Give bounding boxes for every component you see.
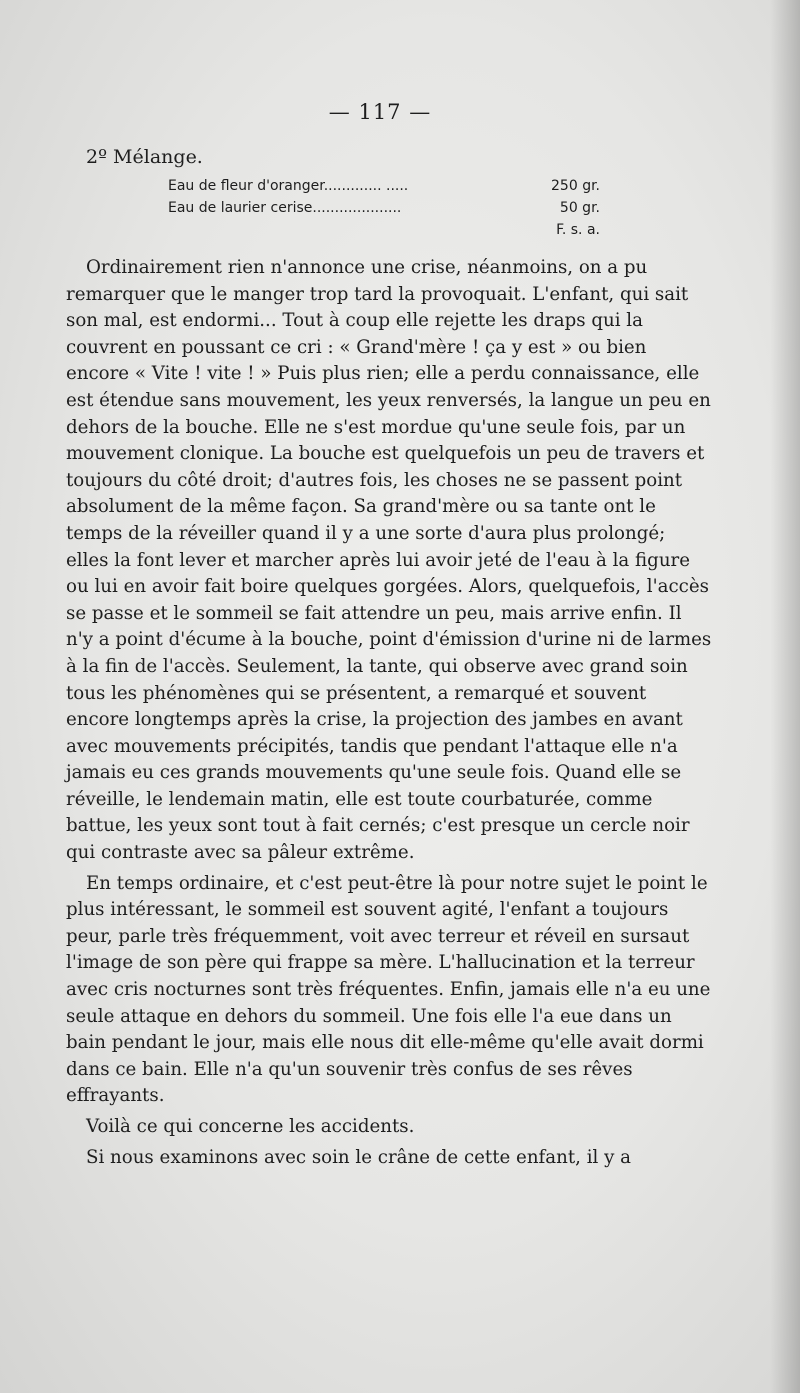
recipe-list bbox=[168, 175, 600, 241]
page-edge-shadow bbox=[770, 0, 800, 1393]
recipe-quantity: 250 gr. bbox=[551, 178, 600, 194]
paragraph: Si nous examinons avec soin le crâne de cette enfant, il y a bbox=[86, 1146, 632, 1168]
recipe-fs-note: F. s. a. bbox=[556, 222, 600, 238]
paragraph: Voilà ce qui concerne les accidents. bbox=[86, 1116, 415, 1137]
recipe-ingredient: Eau de fleur d'oranger............. ..... bbox=[168, 178, 409, 194]
recipe-ingredient: Eau de laurier cerise.................... bbox=[168, 200, 402, 216]
recipe-quantity: 50 gr. bbox=[559, 200, 600, 216]
recipe-row bbox=[168, 175, 600, 197]
paragraph: Ordinairement rien n'annonce une crise, néanmoins, on a pu remarquer que le manger trop tard la provoquait. L'enfant, qui sait son mal, est endormi... Tout à coup elle rejette les draps qui la couvrent en poussant ce cri : « Grand'mère ! ça y est » ou bien encore « Vite ! vite ! » Puis plus rien; elle a perdu connaissance, elle est étendue sans mouvement, les yeux renversés, la langue un peu en dehors de la bouche. Elle ne s'est mordue qu'une seule fois, par un mouvement clonique. La bouche est quelquefois un peu de travers et toujours du côté droit; d'autres fois, les choses ne se passent point absolument de la même façon. Sa grand'mère ou sa tante ont le temps de la réveiller quand il y a une sorte d'aura plus prolongé; elles la font lever et marcher après lui avoir jeté de l'eau à la figure ou lui en avoir fait boire quelques gorgées. Alors, quelquefois, l'accès se passe et le sommeil se fait attendre un peu, mais arrive enfin. Il n'y a point d'écume à la bouche, point d'émission d'urine ni de larmes à la fin de l'accès. Seulement, la tante, qui observe avec grand soin tous les phénomènes qui se présentent, a remarqué et souvent encore longtemps après la crise, la projection des jambes en avant avec mouvements précipités, tandis que pendant l'attaque elle n'a jamais eu ces grands mouvements qu'une seule fois. Quand elle se réveille, le lendemain matin, elle est toute courbaturée, comme battue, les yeux sont tout à fait cernés; c'est presque un cercle noir qui contraste avec sa pâleur extrême. bbox=[66, 257, 712, 864]
page-number: — 117 — bbox=[328, 100, 432, 124]
body-text bbox=[66, 255, 712, 1171]
recipe-title: 2º Mélange. bbox=[86, 146, 203, 168]
recipe-row bbox=[168, 197, 600, 219]
paragraph: En temps ordinaire, et c'est peut-être là pour notre sujet le point le plus intéressant, le sommeil est souvent agité, l'enfant a toujours peur, parle très fréquemment, voit avec terreur et réveil en sursaut l'image de son père qui frappe sa mère. L'hallucination et la terreur avec cris nocturnes sont très fréquentes. Enfin, jamais elle n'a eu une seule attaque en dehors du sommeil. Une fois elle l'a eue dans un bain pendant le jour, mais elle nous dit elle-même qu'elle avait dormi dans ce bain. Elle n'a qu'un souvenir très confus de ses rêves effrayants. bbox=[66, 872, 711, 1107]
